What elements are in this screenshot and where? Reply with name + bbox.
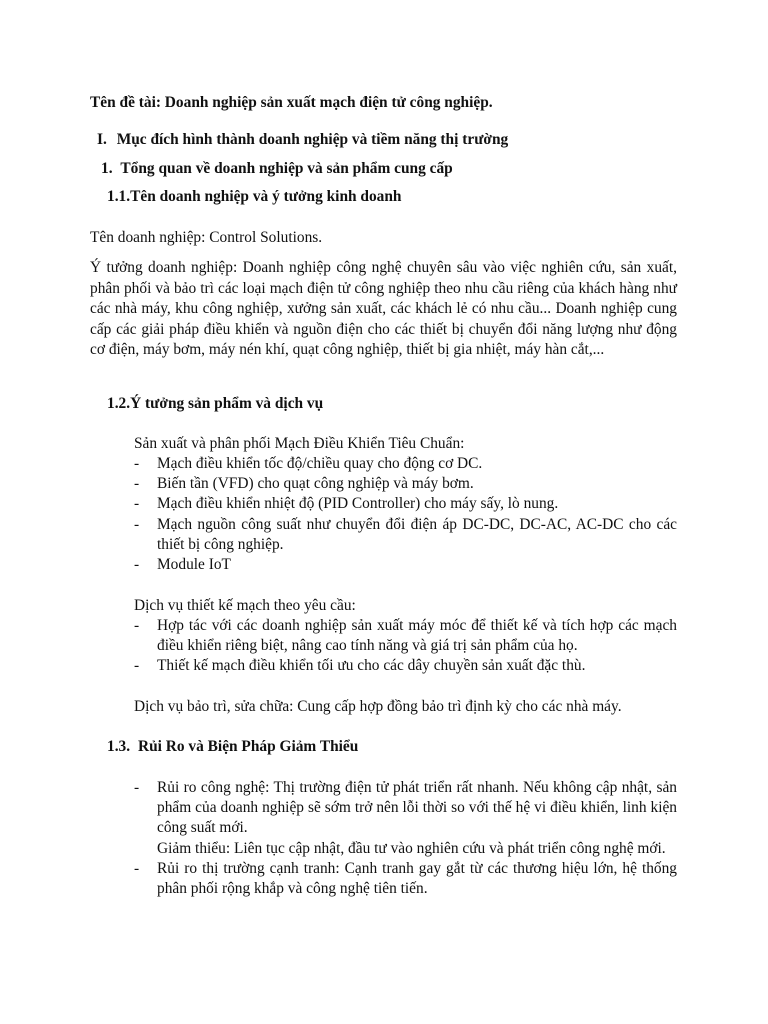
list-item [134, 494, 677, 514]
heading-text: Tổng quan về doanh nghiệp và sản phẩm cung cấp [120, 160, 453, 177]
heading-section-1-2 [107, 394, 323, 414]
list-item [134, 555, 677, 575]
heading-section-1-1 [107, 187, 401, 207]
bullet-dash: - [134, 475, 140, 493]
list-item-text: Hợp tác với các doanh nghiệp sản xuất máy móc để thiết kế và tích hợp các mạch điều khiển riêng biệt, nâng cao tính năng và giá trị sản phẩm của họ. [157, 617, 677, 655]
heading-section-I [97, 130, 508, 150]
products-list [134, 454, 677, 575]
products-intro: Sản xuất và phân phối Mạch Điều Khiển Tiêu Chuẩn: [134, 435, 465, 452]
list-item [134, 454, 677, 474]
list-item-text: Mạch điều khiển tốc độ/chiều quay cho động cơ DC. [157, 455, 483, 472]
list-item-text: Module IoT [157, 556, 231, 574]
business-idea-paragraph: Ý tưởng doanh nghiệp: Doanh nghiệp công nghệ chuyên sâu vào việc nghiên cứu, sản xuất, phân phối và bảo trì các loại mạch điện tử công nghiệp theo nhu cầu riêng của khách hàng như các nhà máy, khu công nghiệp, xưởng sản xuất, các khách lẻ có nhu cầu... Doanh nghiệp cung cấp các giải pháp điều khiển và nguồn điện cho các thiết bị chuyển đổi năng lượng như động cơ điện, máy bơm, máy nén khí, quạt công nghiệp, thiết bị gia nhiệt, máy hàn cắt,... [90, 259, 677, 359]
list-item-text: Mạch điều khiển nhiệt độ (PID Controller) cho máy sấy, lò nung. [157, 495, 559, 513]
bullet-dash: - [134, 556, 140, 574]
risk-description: Rủi ro thị trường cạnh tranh: Cạnh tranh gay gắt từ các thương hiệu lớn, hệ thống phân phối rộng khắp và công nghệ tiên tiến. [157, 859, 677, 898]
list-item-text: Biến tần (VFD) cho quạt công nghiệp và máy bơm. [157, 475, 474, 493]
list-item-text: Mạch nguồn công suất như chuyển đổi điện áp DC-DC, DC-AC, AC-DC cho các thiết bị công nghiệp. [157, 515, 677, 553]
heading-text: Ý tưởng sản phẩm và dịch vụ [130, 395, 324, 412]
list-item [134, 515, 677, 555]
company-name-text: Tên doanh nghiệp: Control Solutions. [90, 229, 323, 246]
bullet-dash: - [134, 495, 140, 513]
risk-mitigation: Giảm thiểu: Liên tục cập nhật, đầu tư vào nghiên cứu và phát triển công nghệ mới. [157, 839, 666, 857]
list-item [134, 474, 677, 494]
heading-section-1 [101, 159, 453, 179]
risk-description: Rủi ro công nghệ: Thị trường điện tử phát triển rất nhanh. Nếu không cập nhật, sản phẩm của doanh nghiệp sẽ sớm trở nên lỗi thời so với thế hệ vi điều khiển, linh kiện công suất mới. [157, 779, 677, 837]
bullet-dash: - [134, 617, 140, 634]
heading-section-1-3 [107, 737, 358, 757]
heading-text: Rủi Ro và Biện Pháp Giảm Thiểu [137, 738, 359, 755]
heading-number: 1. [101, 160, 113, 177]
heading-text: Mục đích hình thành doanh nghiệp và tiềm năng thị trường [116, 131, 509, 148]
bullet-dash: - [134, 657, 140, 675]
heading-number: 1.1. [107, 188, 131, 205]
heading-number: 1.3. [107, 738, 131, 755]
list-item [134, 616, 677, 656]
bullet-dash: - [134, 515, 140, 533]
bullet-dash: - [134, 859, 140, 877]
heading-number: 1.2. [107, 395, 131, 412]
list-item [134, 656, 677, 676]
document-title: Tên đề tài: Doanh nghiệp sản xuất mạch điện tử công nghiệp. [90, 94, 493, 111]
design-service-list [134, 616, 677, 677]
heading-number: I. [97, 131, 107, 148]
design-service-intro: Dịch vụ thiết kế mạch theo yêu cầu: [134, 597, 356, 614]
list-item-text: Thiết kế mạch điều khiển tối ưu cho các dây chuyền sản xuất đặc thù. [157, 657, 586, 675]
maintenance-service-text: Dịch vụ bảo trì, sửa chữa: Cung cấp hợp đồng bảo trì định kỳ cho các nhà máy. [134, 698, 622, 715]
risks-list [134, 778, 677, 899]
list-item [134, 778, 677, 859]
bullet-dash: - [134, 455, 140, 472]
heading-text: Tên doanh nghiệp và ý tưởng kinh doanh [130, 188, 402, 205]
bullet-dash: - [134, 779, 140, 796]
list-item [134, 859, 677, 899]
